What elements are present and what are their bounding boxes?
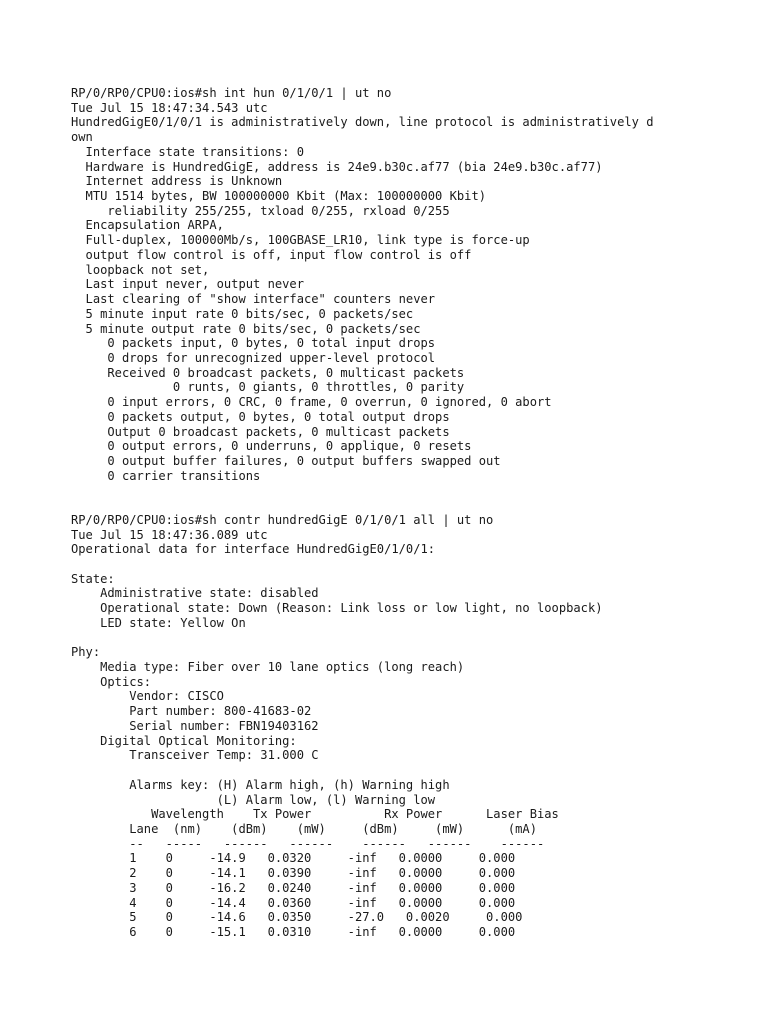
output-line: LED state: Yellow On [71, 615, 246, 630]
table-row: 1 0 -14.9 0.0320 -inf 0.0000 0.000 [71, 851, 516, 866]
blank-line [71, 763, 761, 778]
output-line: Hardware is HundredGigE, address is 24e9.b30c.af77 (bia 24e9.b30c.af77) [71, 159, 603, 174]
section-heading-phy: Phy: [71, 645, 101, 660]
section-heading-state: State: [71, 571, 115, 586]
output-line: Optics: [71, 674, 152, 689]
table-row: 6 0 -15.1 0.0310 -inf 0.0000 0.000 [71, 924, 516, 939]
output-line: Alarms key: (H) Alarm high, (h) Warning high [71, 777, 450, 792]
output-line: 0 output errors, 0 underruns, 0 applique, 0 resets [71, 439, 472, 454]
output-line: Transceiver Temp: 31.000 C [71, 748, 319, 763]
output-line: 0 output buffer failures, 0 output buffers swapped out [71, 453, 501, 468]
interface-status-line: own [71, 130, 93, 145]
output-line: Administrative state: disabled [71, 586, 319, 601]
table-row: 5 0 -14.6 0.0350 -27.0 0.0020 0.000 [71, 910, 523, 925]
blank-line [71, 498, 761, 513]
output-line: output flow control is off, input flow control is off [71, 247, 472, 262]
output-line: 0 input errors, 0 CRC, 0 frame, 0 overrun, 0 ignored, 0 abort [71, 395, 552, 410]
output-line: Internet address is Unknown [71, 174, 283, 189]
output-line: 0 runts, 0 giants, 0 throttles, 0 parity [71, 380, 465, 395]
command-line: RP/0/RP0/CPU0:ios#sh int hun 0/1/0/1 | ut no [71, 86, 392, 100]
output-line: 5 minute output rate 0 bits/sec, 0 packets/sec [71, 321, 421, 336]
output-line: Encapsulation ARPA, [71, 218, 224, 233]
table-row: 4 0 -14.4 0.0360 -inf 0.0000 0.000 [71, 895, 516, 910]
output-line: MTU 1514 bytes, BW 100000000 Kbit (Max: 100000000 Kbit) [71, 189, 487, 204]
output-line: (L) Alarm low, (l) Warning low [71, 792, 436, 807]
output-line: Interface state transitions: 0 [71, 144, 304, 159]
output-line: Part number: 800-41683-02 [71, 704, 312, 719]
interface-status-line: HundredGigE0/1/0/1 is administratively down, line protocol is administratively d [71, 115, 654, 130]
output-line: 0 carrier transitions [71, 468, 261, 483]
output-line: Digital Optical Monitoring: [71, 733, 297, 748]
blank-line [71, 631, 761, 646]
table-separator: -- ----- ------ ------ ------ ------ ------ [71, 836, 545, 851]
output-line: Media type: Fiber over 10 lane optics (long reach) [71, 660, 465, 675]
timestamp-line: Tue Jul 15 18:47:34.543 utc [71, 100, 268, 115]
blank-line [71, 483, 761, 498]
output-line: Last input never, output never [71, 277, 304, 292]
command-line: RP/0/RP0/CPU0:ios#sh contr hundredGigE 0/1/0/1 all | ut no [71, 512, 494, 527]
output-line: Operational state: Down (Reason: Link loss or low light, no loopback) [71, 601, 603, 616]
output-line: Operational data for interface HundredGigE0/1/0/1: [71, 542, 436, 557]
table-row: 2 0 -14.1 0.0390 -inf 0.0000 0.000 [71, 866, 516, 881]
timestamp-line: Tue Jul 15 18:47:36.089 utc [71, 527, 268, 542]
blank-line [71, 557, 761, 572]
output-line: loopback not set, [71, 262, 210, 277]
output-line: 0 packets input, 0 bytes, 0 total input drops [71, 336, 436, 351]
table-header: Lane (nm) (dBm) (mW) (dBm) (mW) (mA) [71, 821, 537, 836]
output-line: 0 packets output, 0 bytes, 0 total output drops [71, 409, 450, 424]
terminal-output [71, 86, 761, 940]
output-line: Output 0 broadcast packets, 0 multicast packets [71, 424, 450, 439]
table-header: Wavelength Tx Power Rx Power Laser Bias [71, 807, 559, 822]
output-line: Serial number: FBN19403162 [71, 718, 319, 733]
output-line: Full-duplex, 100000Mb/s, 100GBASE_LR10, link type is force-up [71, 233, 530, 248]
output-line: Vendor: CISCO [71, 689, 224, 704]
output-line: Received 0 broadcast packets, 0 multicast packets [71, 365, 465, 380]
output-line: 0 drops for unrecognized upper-level protocol [71, 350, 436, 365]
table-row: 3 0 -16.2 0.0240 -inf 0.0000 0.000 [71, 880, 516, 895]
output-line: 5 minute input rate 0 bits/sec, 0 packets/sec [71, 306, 414, 321]
output-line: Last clearing of "show interface" counters never [71, 292, 436, 307]
output-line: reliability 255/255, txload 0/255, rxload 0/255 [71, 203, 450, 218]
